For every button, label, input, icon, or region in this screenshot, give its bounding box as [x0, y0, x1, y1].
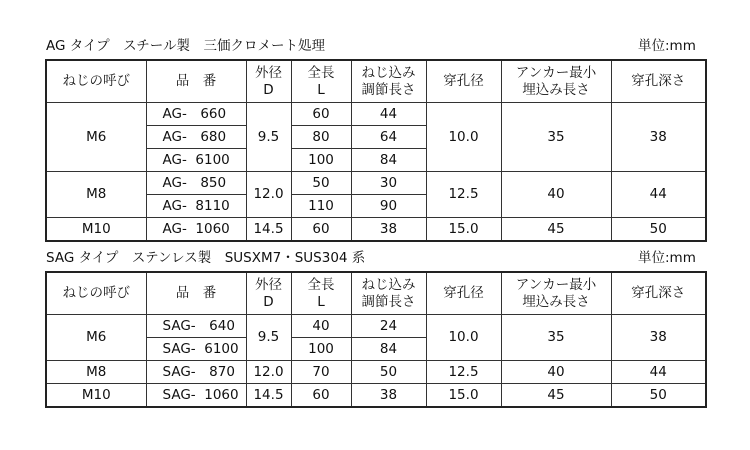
cell-depth: 50 — [611, 218, 706, 242]
cell-length: 100 — [291, 149, 351, 172]
cell-length: 50 — [291, 172, 351, 195]
cell-part: SAG- 6100 — [146, 338, 246, 361]
cell-adjust: 84 — [351, 149, 426, 172]
table-row — [46, 218, 706, 242]
col-header-embed: アンカー最小 埋込み長さ — [501, 60, 611, 103]
cell-size: M10 — [46, 218, 146, 242]
cell-depth: 38 — [611, 315, 706, 361]
col-header-embed: アンカー最小 埋込み長さ — [501, 272, 611, 315]
cell-adjust: 24 — [351, 315, 426, 338]
cell-drill: 10.0 — [426, 315, 501, 361]
cell-drill: 12.5 — [426, 172, 501, 218]
cell-diameter: 12.0 — [246, 361, 291, 384]
cell-depth: 44 — [611, 361, 706, 384]
cell-embed: 40 — [501, 361, 611, 384]
cell-adjust: 44 — [351, 103, 426, 126]
col-header-length: 全長 L — [291, 60, 351, 103]
table-row — [46, 315, 706, 338]
cell-adjust: 50 — [351, 361, 426, 384]
cell-diameter: 12.0 — [246, 172, 291, 218]
ag-unit: 単位:mm — [638, 38, 696, 54]
cell-length: 110 — [291, 195, 351, 218]
col-header-adjust: ねじ込み 調節長さ — [351, 60, 426, 103]
cell-embed: 35 — [501, 315, 611, 361]
cell-length: 70 — [291, 361, 351, 384]
cell-part: AG- 8110 — [146, 195, 246, 218]
cell-size: M6 — [46, 103, 146, 172]
col-header-depth: 穿孔深さ — [611, 272, 706, 315]
cell-part: AG- 680 — [146, 126, 246, 149]
cell-embed: 40 — [501, 172, 611, 218]
sag-unit: 単位:mm — [638, 250, 696, 266]
ag-title: AG タイプ スチール製 三価クロメート処理 — [46, 38, 326, 54]
table-header-row — [46, 60, 706, 103]
table-row — [46, 103, 706, 126]
cell-diameter: 9.5 — [246, 103, 291, 172]
col-header-depth: 穿孔深さ — [611, 60, 706, 103]
cell-adjust: 64 — [351, 126, 426, 149]
cell-part: SAG- 640 — [146, 315, 246, 338]
cell-part: AG- 850 — [146, 172, 246, 195]
cell-length: 60 — [291, 384, 351, 408]
cell-part: AG- 1060 — [146, 218, 246, 242]
cell-part: AG- 660 — [146, 103, 246, 126]
cell-depth: 50 — [611, 384, 706, 408]
cell-length: 40 — [291, 315, 351, 338]
table-header-row — [46, 272, 706, 315]
cell-embed: 45 — [501, 218, 611, 242]
cell-adjust: 84 — [351, 338, 426, 361]
cell-diameter: 9.5 — [246, 315, 291, 361]
col-header-size: ねじの呼び — [46, 60, 146, 103]
cell-depth: 44 — [611, 172, 706, 218]
col-header-diameter: 外径 D — [246, 272, 291, 315]
col-header-length: 全長 L — [291, 272, 351, 315]
cell-size: M10 — [46, 384, 146, 408]
cell-adjust: 38 — [351, 384, 426, 408]
cell-drill: 10.0 — [426, 103, 501, 172]
col-header-adjust: ねじ込み 調節長さ — [351, 272, 426, 315]
ag-spec-table — [45, 59, 707, 242]
table-row — [46, 172, 706, 195]
sag-spec-table — [45, 271, 707, 408]
cell-part: SAG- 1060 — [146, 384, 246, 408]
col-header-part: 品 番 — [146, 60, 246, 103]
col-header-drill: 穿孔径 — [426, 60, 501, 103]
cell-diameter: 14.5 — [246, 218, 291, 242]
cell-size: M6 — [46, 315, 146, 361]
cell-embed: 35 — [501, 103, 611, 172]
col-header-drill: 穿孔径 — [426, 272, 501, 315]
cell-length: 60 — [291, 103, 351, 126]
cell-depth: 38 — [611, 103, 706, 172]
cell-adjust: 30 — [351, 172, 426, 195]
cell-part: AG- 6100 — [146, 149, 246, 172]
cell-diameter: 14.5 — [246, 384, 291, 408]
cell-drill: 15.0 — [426, 218, 501, 242]
table-row — [46, 384, 706, 408]
cell-size: M8 — [46, 361, 146, 384]
sag-title: SAG タイプ ステンレス製 SUSXM7・SUS304 系 — [46, 250, 366, 266]
col-header-size: ねじの呼び — [46, 272, 146, 315]
cell-adjust: 38 — [351, 218, 426, 242]
cell-size: M8 — [46, 172, 146, 218]
cell-length: 100 — [291, 338, 351, 361]
cell-adjust: 90 — [351, 195, 426, 218]
cell-drill: 15.0 — [426, 384, 501, 408]
cell-drill: 12.5 — [426, 361, 501, 384]
cell-length: 60 — [291, 218, 351, 242]
cell-part: SAG- 870 — [146, 361, 246, 384]
table-row — [46, 361, 706, 384]
col-header-diameter: 外径 D — [246, 60, 291, 103]
col-header-part: 品 番 — [146, 272, 246, 315]
cell-length: 80 — [291, 126, 351, 149]
cell-embed: 45 — [501, 384, 611, 408]
